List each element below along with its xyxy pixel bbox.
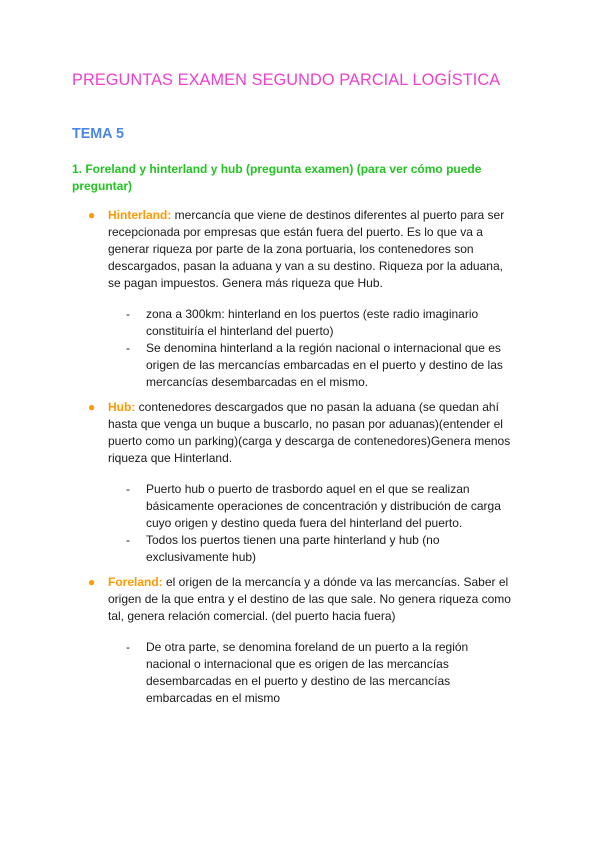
dash-icon: - — [126, 533, 130, 547]
term-label: Hub: — [108, 400, 136, 414]
sub-list — [86, 306, 516, 391]
dash-icon: - — [126, 482, 130, 496]
bullet-foreland — [86, 574, 516, 719]
list-item-text: Se denomina hinterland a la región nacional o internacional que es origen de las mercancías embarcadas en el puerto y destino de las mercancías desembarcadas en el mismo. — [146, 341, 503, 389]
list-item-text: Puerto hub o puerto de trasbordo aquel en el que se realizan básicamente operaciones de concentración y distribución de carga cuyo origen y destino queda fuera del hinterland del puerto. — [146, 482, 501, 530]
term-label: Foreland: — [108, 575, 163, 589]
dash-icon: - — [126, 640, 130, 654]
list-item — [108, 306, 511, 340]
sub-list — [86, 481, 516, 566]
bullet-dot-icon: ● — [88, 400, 96, 414]
list-item — [108, 340, 511, 391]
list-item-text: zona a 300km: hinterland en los puertos (este radio imaginario constituiría el hinterland del puerto) — [146, 307, 479, 338]
question-heading: 1. Foreland y hinterland y hub (pregunta examen) (para ver cómo puede preguntar) — [72, 162, 482, 193]
list-item — [108, 639, 511, 707]
bullet-hinterland — [86, 207, 516, 403]
list-item — [108, 481, 511, 532]
document-title: PREGUNTAS EXAMEN SEGUNDO PARCIAL LOGÍSTICA — [72, 71, 501, 89]
bullet-dot-icon: ● — [88, 575, 96, 589]
term-description: mercancía que viene de destinos diferentes al puerto para ser recepcionada por empresas que están fuera del puerto. Es lo que va a generar riqueza por parte de la zona portuaria, los contenedores son descargados, pasan la aduana y van a su destino. Riqueza por la aduana, se pagan impuestos. Genera más riqueza que Hub. — [108, 208, 505, 290]
bullet-hub — [86, 399, 516, 578]
list-item-text: De otra parte, se denomina foreland de un puerto a la región nacional o internacional que es origen de las mercancías desembarcadas en el puerto y destino de las mercancías embarcadas en el mismo — [146, 640, 469, 705]
list-item — [108, 532, 511, 566]
term-description: el origen de la mercancía y a dónde va las mercancías. Saber el origen de la que entra y el destino de las que sale. No genera riqueza como tal, genera relación comercial. (del puerto hacia fuera) — [108, 575, 511, 623]
bullet-dot-icon: ● — [88, 208, 96, 222]
sub-list — [86, 639, 516, 707]
term-label: Hinterland: — [108, 208, 172, 222]
dash-icon: - — [126, 341, 130, 355]
dash-icon: - — [126, 307, 130, 321]
section-heading: TEMA 5 — [72, 126, 124, 142]
list-item-text: Todos los puertos tienen una parte hinterland y hub (no exclusivamente hub) — [146, 533, 440, 564]
term-description: contenedores descargados que no pasan la aduana (se quedan ahí hasta que venga un buque a buscarlo, no pasan por aduanas)(entender el puerto como un parking)(carga y descarga de contenedores)Genera menos riqueza que Hinterland. — [108, 400, 511, 465]
